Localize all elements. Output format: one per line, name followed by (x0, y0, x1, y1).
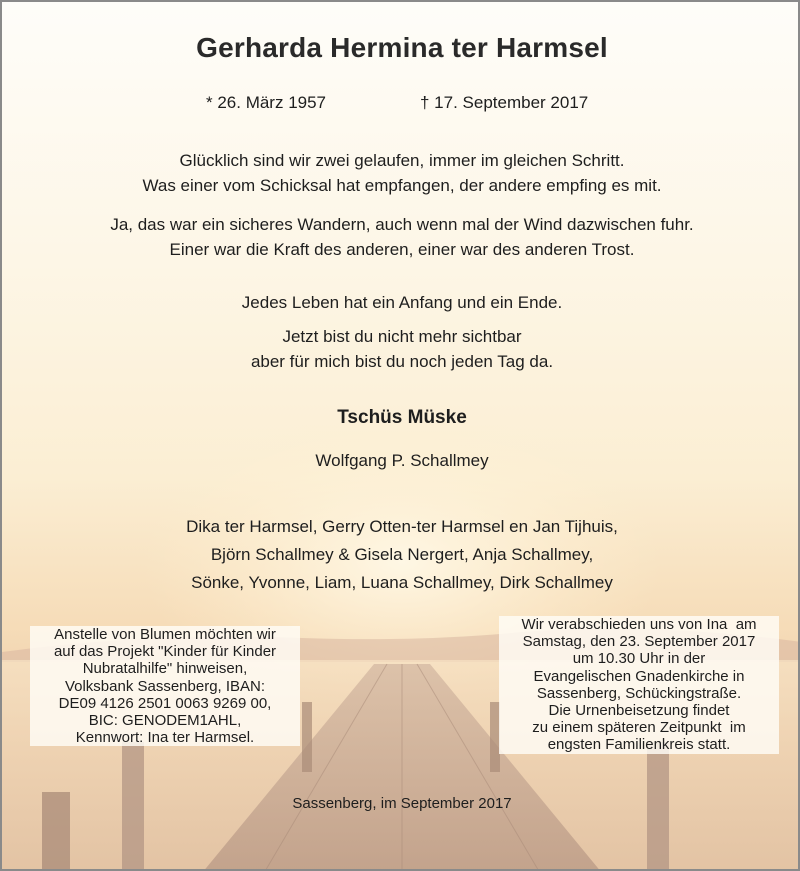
donation-line: auf das Projekt "Kinder für Kinder (53, 643, 277, 661)
service-line: Sassenberg, Schückingstraße. (536, 684, 742, 702)
verse-stanza (2, 290, 800, 374)
service-line: um 10.30 Uhr in der (572, 650, 706, 668)
donation-line: Anstelle von Blumen möchten wir (54, 626, 276, 643)
birth-date: * 26. März 1957 (206, 93, 327, 112)
farewell-line: Tschüs Müske (337, 407, 467, 428)
service-line: Wir verabschieden uns von Ina am (521, 616, 757, 633)
poem-line: Einer war die Kraft des anderen, einer war des anderen Trost. (169, 240, 635, 259)
verse-line: Jetzt bist du nicht mehr sichtbar (282, 327, 522, 346)
poem-line: Was einer vom Schicksal hat empfangen, der andere empfing es mit. (142, 176, 662, 195)
service-line: Die Urnenbeisetzung findet (548, 702, 730, 720)
donation-line: DE09 4126 2501 0063 9269 00, (58, 694, 272, 712)
family-line: Sönke, Yvonne, Liam, Luana Schallmey, Dirk Schallmey (191, 573, 613, 592)
poem-stanza-2 (2, 212, 800, 262)
death-date: † 17. September 2017 (420, 93, 589, 112)
service-line: zu einem späteren Zeitpunkt im (532, 719, 746, 737)
service-line: engsten Familienkreis statt. (547, 736, 731, 754)
service-note (499, 616, 779, 754)
donation-line: Volksbank Sassenberg, IBAN: (64, 677, 266, 695)
notice-content (2, 2, 800, 871)
service-line: Evangelischen Gnadenkirche in (533, 667, 745, 685)
verse-line: Jedes Leben hat ein Anfang und ein Ende. (241, 293, 563, 312)
donation-line: Kennwort: Ina ter Harmsel. (75, 729, 255, 747)
sender-name: Wolfgang P. Schallmey (315, 451, 489, 470)
family-line: Dika ter Harmsel, Gerry Otten-ter Harmsel en Jan Tijhuis, (186, 517, 618, 536)
donation-line: BIC: GENODEM1AHL, (88, 712, 242, 730)
verse-line: aber für mich bist du noch jeden Tag da. (250, 352, 554, 371)
poem-stanza-1 (2, 148, 800, 198)
donation-line: Nubratalhilfe" hinweisen, (82, 660, 248, 678)
deceased-name: Gerharda Hermina ter Harmsel (196, 32, 608, 63)
poem-line: Glücklich sind wir zwei gelaufen, immer im gleichen Schritt. (179, 151, 625, 170)
donation-note (30, 626, 300, 746)
family-list (2, 513, 800, 597)
family-line: Björn Schallmey & Gisela Nergert, Anja Schallmey, (210, 545, 594, 564)
poem-line: Ja, das war ein sicheres Wandern, auch wenn mal der Wind dazwischen fuhr. (110, 215, 694, 234)
service-line: Samstag, den 23. September 2017 (522, 633, 756, 651)
place-and-date: Sassenberg, im September 2017 (292, 795, 512, 812)
